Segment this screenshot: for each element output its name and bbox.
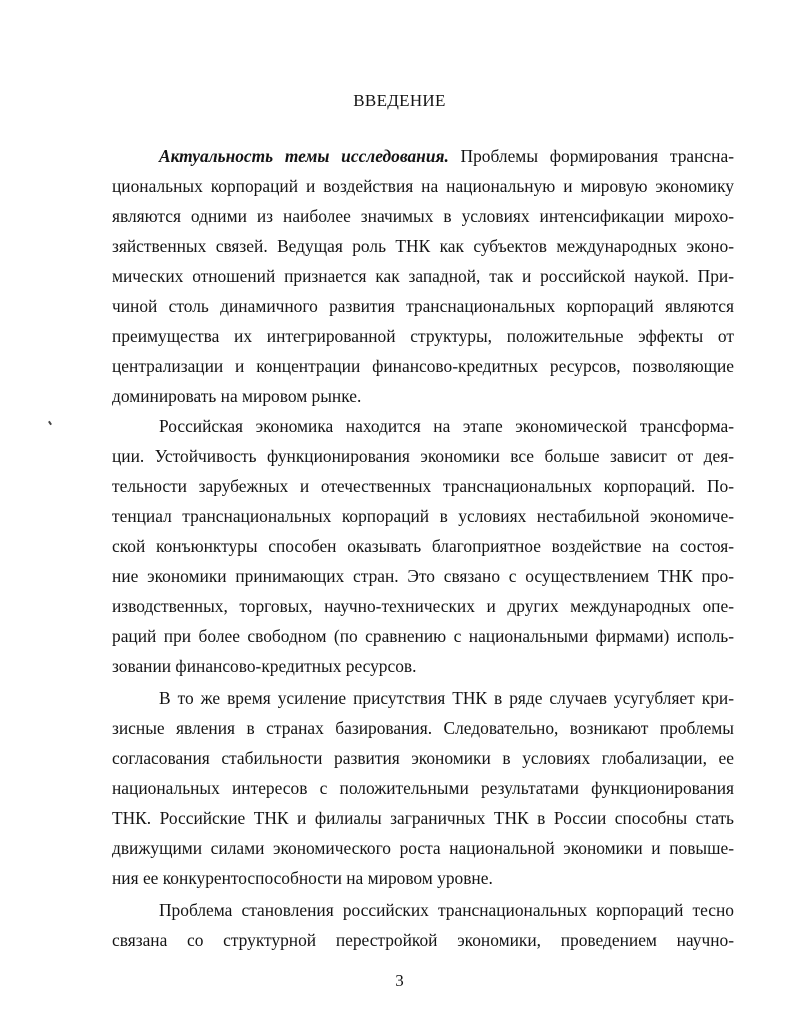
page-number: 3 [395,971,404,990]
paragraph [112,411,734,681]
text-line: зисные явления в странах базирования. Следовательно, возникают проблемы [112,718,734,738]
text-line: ТНК. Российские ТНК и филиалы заграничных ТНК в России способны стать [112,808,734,828]
text-line: мических отношений признается как западной, так и российской наукой. При- [112,266,734,286]
body-text [112,141,734,955]
text-line: согласования стабильности развития экономики в условиях глобализации, ее [112,748,734,768]
text-line: Российская экономика находится на этапе экономической трансформа- [159,416,734,436]
text-line: Актуальность темы исследования. Проблемы формирования трансна- [159,146,734,166]
text-line: централизации и концентрации финансово-кредитных ресурсов, позволяющие [112,356,734,376]
text-line: связана со структурной перестройкой экономики, проведением научно- [112,930,734,950]
text-line: раций при более свободном (по сравнению с национальными фирмами) исполь- [112,626,734,646]
text-line: доминировать на мировом рынке. [112,386,362,406]
text-line: являются одними из наиболее значимых в условиях интенсификации мирохо- [112,206,734,226]
text-line: тенциал транснациональных корпораций в условиях нестабильной экономиче- [112,506,734,526]
text-line: чиной столь динамичного развития транснациональных корпораций являются [112,296,734,316]
text-line: движущими силами экономического роста национальной экономики и повыше- [112,838,734,858]
scan-speck [48,421,52,425]
text-line: тельности зарубежных и отечественных транснациональных корпораций. По- [112,476,734,496]
text-line: зяйственных связей. Ведущая роль ТНК как субъектов международных эконо- [112,236,734,256]
text-line: циональных корпораций и воздействия на национальную и мировую экономику [112,176,734,196]
text-line: ние экономики принимающих стран. Это связано с осуществлением ТНК про- [112,566,734,586]
text-line: Проблема становления российских транснациональных корпораций тесно [159,900,734,920]
paragraph [112,141,734,411]
text-line: В то же время усиление присутствия ТНК в ряде случаев усугубляет кри- [159,688,734,708]
text-line: национальных интересов с положительными результатами функционирования [112,778,734,798]
text-line: ния ее конкурентоспособности на мировом уровне. [112,868,493,888]
text-line: ции. Устойчивость функционирования экономики все больше зависит от дея- [112,446,734,466]
text-line: преимущества их интегрированной структуры, положительные эффекты от [112,326,734,346]
lead-phrase: Актуальность темы исследования. [159,146,449,166]
text-line: изводственных, торговых, научно-технических и других международных опе- [112,596,734,616]
text-line: зовании финансово-кредитных ресурсов. [112,656,417,676]
page-title: ВВЕДЕНИЕ [353,91,446,110]
paragraph [112,683,734,893]
text-line: ской конъюнктуры способен оказывать благоприятное воздействие на состоя- [112,536,734,556]
paragraph [112,895,734,955]
